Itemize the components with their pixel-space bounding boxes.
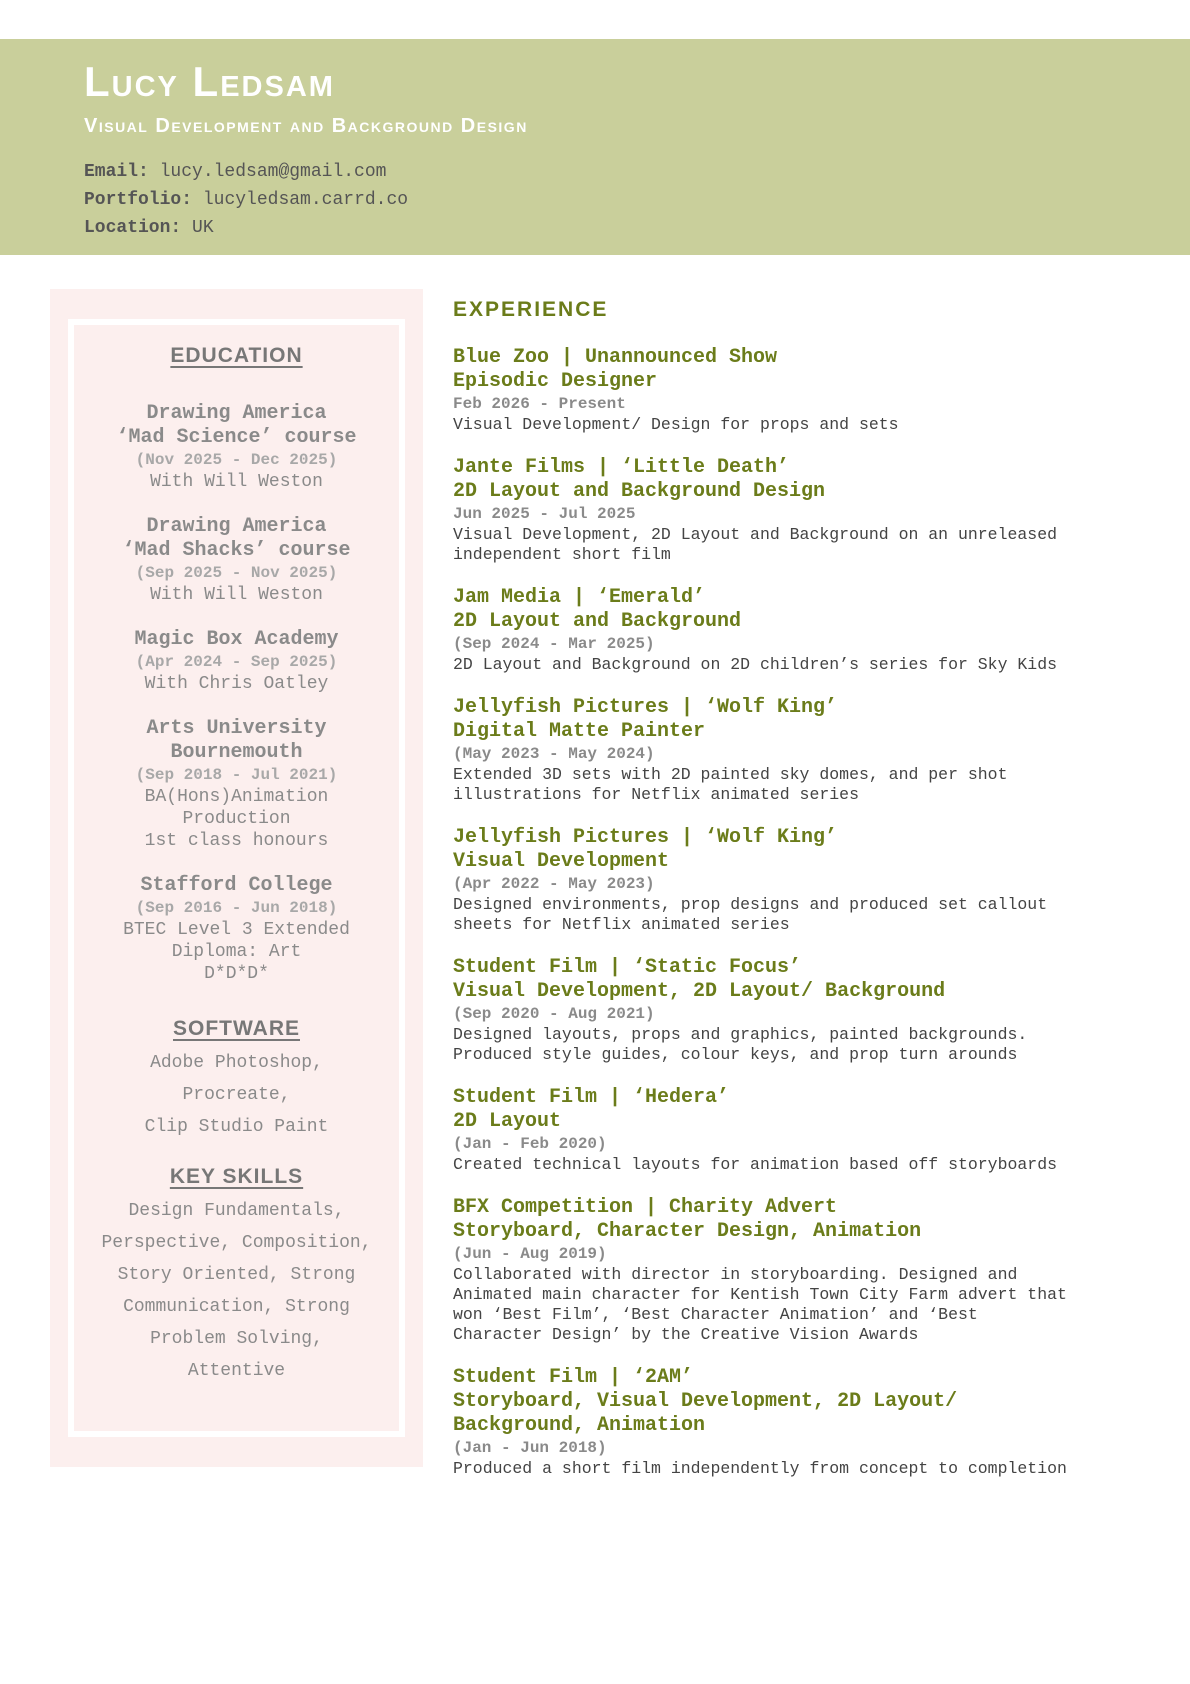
contact-email: Email: lucy.ledsam@gmail.com [84, 162, 387, 182]
education-detail: With Chris Oatley [144, 674, 329, 694]
sidebar-frame [68, 319, 405, 1437]
skill-item: Design Fundamentals, [128, 1201, 345, 1221]
education-detail: With Will Weston [150, 585, 323, 605]
job-dates: Feb 2026 - Present [453, 395, 626, 413]
job-role: Storyboard, Visual Development, 2D Layout/ [453, 1390, 958, 1413]
education-item [74, 515, 399, 606]
education-detail: Production [182, 809, 291, 829]
job-company: Student Film | ‘Hedera’ [453, 1086, 730, 1109]
skills-heading: KEY SKILLS [169, 1165, 304, 1188]
education-title: Magic Box Academy [134, 628, 339, 651]
job-description: Created technical layouts for animation based off storyboards [453, 1155, 1057, 1174]
education-title: ‘Mad Shacks’ course [122, 539, 351, 562]
skill-item: Story Oriented, Strong [117, 1265, 356, 1285]
education-item [74, 874, 399, 985]
job-dates: (Sep 2020 - Aug 2021) [453, 1005, 655, 1023]
sidebar-panel [50, 289, 423, 1467]
job-description: illustrations for Netflix animated series [453, 785, 859, 804]
education-detail: Diploma: Art [171, 942, 302, 962]
experience-item [453, 826, 1173, 935]
experience-item [453, 346, 1173, 435]
education-item [74, 717, 399, 852]
software-list [74, 1047, 399, 1143]
education-detail: BA(Hons)Animation [144, 787, 329, 807]
skill-item: Perspective, Composition, [101, 1233, 372, 1253]
skills-list [74, 1195, 399, 1387]
sidebar-content [74, 325, 399, 1387]
job-description: Character Design’ by the Creative Vision Awards [453, 1325, 919, 1344]
job-role: Visual Development [453, 850, 670, 873]
education-title: Arts University [146, 717, 327, 740]
job-description: Extended 3D sets with 2D painted sky domes, and per shot [453, 765, 1008, 784]
contact-location: Location: UK [84, 218, 214, 238]
education-title: Bournemouth [170, 741, 303, 764]
job-description: 2D Layout and Background on 2D children’s series for Sky Kids [453, 655, 1057, 674]
software-item: Adobe Photoshop, [150, 1053, 323, 1073]
job-company: Student Film | ‘Static Focus’ [453, 956, 802, 979]
job-dates: (May 2023 - May 2024) [453, 745, 655, 763]
job-role: 2D Layout and Background Design [453, 480, 826, 503]
job-description: Produced style guides, colour keys, and prop turn arounds [453, 1045, 1018, 1064]
experience-heading: EXPERIENCE [453, 298, 609, 321]
job-role: Episodic Designer [453, 370, 658, 393]
education-detail: BTEC Level 3 Extended [123, 920, 350, 940]
skill-item: Problem Solving, [150, 1329, 323, 1349]
job-dates: Jun 2025 - Jul 2025 [453, 505, 636, 523]
experience-item [453, 1086, 1173, 1175]
education-dates: (Sep 2025 - Nov 2025) [135, 564, 338, 582]
header-banner [0, 39, 1190, 255]
job-role: Storyboard, Character Design, Animation [453, 1220, 922, 1243]
job-company: Jam Media | ‘Emerald’ [453, 586, 706, 609]
experience-item [453, 956, 1173, 1065]
education-title: Stafford College [140, 874, 333, 897]
experience-item [453, 1196, 1173, 1345]
job-dates: (Jan - Jun 2018) [453, 1439, 607, 1457]
education-title: Drawing America [146, 515, 327, 538]
software-heading: SOFTWARE [173, 1017, 300, 1040]
job-dates: (Jun - Aug 2019) [453, 1245, 607, 1263]
job-company: Blue Zoo | Unannounced Show [453, 346, 778, 369]
education-dates: (Sep 2016 - Jun 2018) [135, 899, 338, 917]
education-heading: EDUCATION [170, 344, 303, 367]
job-role: Background, Animation [453, 1414, 706, 1437]
contact-block [84, 158, 408, 242]
job-description: Animated main character for Kentish Town City Farm advert that [453, 1285, 1067, 1304]
skill-item: Attentive [187, 1361, 286, 1381]
job-description: Produced a short film independently from concept to completion [453, 1459, 1067, 1478]
job-role: Digital Matte Painter [453, 720, 706, 743]
experience-list [453, 346, 1173, 1500]
job-description: Visual Development, 2D Layout and Background on an unreleased [453, 525, 1057, 544]
job-role: Visual Development, 2D Layout/ Background [453, 980, 946, 1003]
portfolio-link[interactable]: lucyledsam.carrd.co [202, 190, 409, 210]
job-company: BFX Competition | Charity Advert [453, 1196, 838, 1219]
job-description: independent short film [453, 545, 671, 564]
software-item: Clip Studio Paint [144, 1117, 329, 1137]
job-company: Student Film | ‘2AM’ [453, 1366, 694, 1389]
job-role: 2D Layout [453, 1110, 562, 1133]
education-list [74, 402, 399, 985]
education-dates: (Sep 2018 - Jul 2021) [135, 766, 338, 784]
job-company: Jellyfish Pictures | ‘Wolf King’ [453, 826, 838, 849]
education-detail: With Will Weston [150, 472, 323, 492]
education-dates: (Apr 2024 - Sep 2025) [135, 653, 338, 671]
education-detail: D*D*D* [204, 964, 269, 984]
job-description: Collaborated with director in storyboarding. Designed and [453, 1265, 1018, 1284]
job-description: Visual Development/ Design for props and sets [453, 415, 899, 434]
job-company: Jante Films | ‘Little Death’ [453, 456, 790, 479]
job-description: Designed environments, prop designs and produced set callout [453, 895, 1048, 914]
education-item [74, 402, 399, 493]
job-description: sheets for Netflix animated series [453, 915, 790, 934]
skill-item: Communication, Strong [123, 1297, 350, 1317]
email-link[interactable]: lucy.ledsam@gmail.com [159, 162, 387, 182]
experience-item [453, 586, 1173, 675]
job-dates: (Sep 2024 - Mar 2025) [453, 635, 655, 653]
job-description: Designed layouts, props and graphics, painted backgrounds. [453, 1025, 1028, 1044]
education-dates: (Nov 2025 - Dec 2025) [135, 451, 338, 469]
experience-item [453, 696, 1173, 805]
education-title: Drawing America [146, 402, 327, 425]
job-subtitle: Visual Development and Background Design [84, 115, 528, 137]
education-title: ‘Mad Science’ course [116, 426, 357, 449]
person-name: Lucy Ledsam [84, 58, 335, 105]
job-role: 2D Layout and Background [453, 610, 742, 633]
job-dates: (Jan - Feb 2020) [453, 1135, 607, 1153]
experience-item [453, 456, 1173, 565]
education-detail: 1st class honours [144, 831, 329, 851]
education-item [74, 628, 399, 695]
job-dates: (Apr 2022 - May 2023) [453, 875, 655, 893]
experience-item [453, 1366, 1173, 1479]
software-item: Procreate, [182, 1085, 291, 1105]
job-description: won ‘Best Film’, ‘Best Character Animation’ and ‘Best [453, 1305, 978, 1324]
job-company: Jellyfish Pictures | ‘Wolf King’ [453, 696, 838, 719]
contact-portfolio: Portfolio: lucyledsam.carrd.co [84, 190, 409, 210]
